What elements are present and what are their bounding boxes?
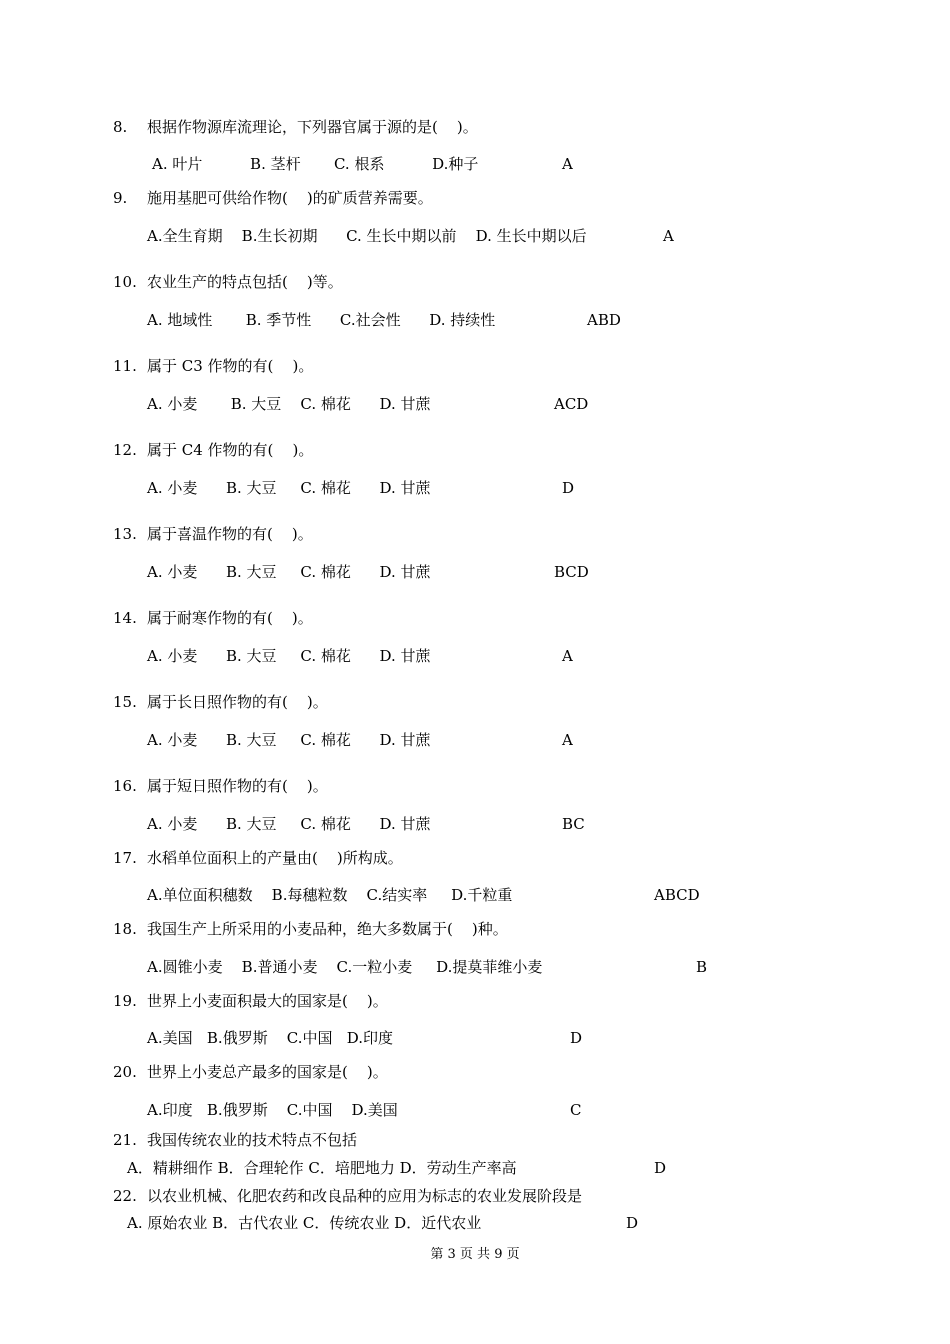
- question-answer: A: [562, 731, 573, 749]
- question-answer: A: [562, 155, 573, 173]
- question-options: A. 小麦 B. 大豆 C. 棉花 D. 甘蔗: [147, 479, 431, 497]
- question-answer: A: [663, 227, 674, 245]
- question-text: 属于 C3 作物的有( )。: [147, 357, 314, 375]
- question-answer: B: [696, 958, 708, 976]
- question-answer: D: [570, 1029, 583, 1047]
- question-answer: BCD: [554, 563, 589, 581]
- question-answer: D: [626, 1214, 639, 1232]
- question-text: 施用基肥可供给作物( )的矿质营养需要。: [147, 189, 433, 207]
- question-number: 22.: [113, 1187, 137, 1205]
- question-text: 属于喜温作物的有( )。: [147, 525, 313, 543]
- question-options: A. 小麦 B. 大豆 C. 棉花 D. 甘蔗: [147, 647, 431, 665]
- question-options: A.单位面积穗数 B.每穗粒数 C.结实率 D.千粒重: [147, 886, 513, 904]
- question-answer: D: [654, 1159, 667, 1177]
- question-options: A. 小麦 B. 大豆 C. 棉花 D. 甘蔗: [147, 563, 431, 581]
- question-number: 8.: [113, 118, 128, 136]
- question-options: A. 叶片 B. 茎杆 C. 根系 D.种子: [152, 155, 479, 173]
- question-number: 11.: [113, 357, 137, 375]
- question-answer: ABCD: [654, 886, 700, 904]
- question-options: A. 地域性 B. 季节性 C.社会性 D. 持续性: [147, 311, 496, 329]
- question-number: 14.: [113, 609, 137, 627]
- question-options: A. 原始农业 B．古代农业 C．传统农业 D．近代农业: [127, 1214, 482, 1232]
- question-number: 18.: [113, 920, 137, 938]
- question-answer: C: [570, 1101, 582, 1119]
- question-text: 属于长日照作物的有( )。: [147, 693, 328, 711]
- question-number: 9.: [113, 189, 128, 207]
- question-options: A. 小麦 B. 大豆 C. 棉花 D. 甘蔗: [147, 731, 431, 749]
- question-answer: ABD: [587, 311, 621, 329]
- question-answer: BC: [562, 815, 585, 833]
- question-number: 12.: [113, 441, 137, 459]
- question-text: 我国生产上所采用的小麦品种，绝大多数属于( )种。: [147, 920, 508, 938]
- question-options: A．精耕细作 B．合理轮作 C．培肥地力 D．劳动生产率高: [127, 1159, 517, 1177]
- question-options: A. 小麦 B. 大豆 C. 棉花 D. 甘蔗: [147, 815, 431, 833]
- question-number: 16.: [113, 777, 137, 795]
- question-number: 20.: [113, 1063, 137, 1081]
- question-text: 水稻单位面积上的产量由( )所构成。: [147, 849, 403, 867]
- page-footer: 第 3 页 共 9 页: [430, 1247, 520, 1262]
- question-text: 根据作物源库流理论，下列器官属于源的是( )。: [147, 118, 478, 136]
- question-options: A.美国 B.俄罗斯 C.中国 D.印度: [147, 1029, 394, 1047]
- question-text: 以农业机械、化肥农药和改良品种的应用为标志的农业发展阶段是: [147, 1187, 583, 1205]
- question-options: A. 小麦 B. 大豆 C. 棉花 D. 甘蔗: [147, 395, 431, 413]
- question-options: A.印度 B.俄罗斯 C.中国 D.美国: [147, 1101, 398, 1119]
- question-number: 13.: [113, 525, 137, 543]
- question-text: 属于短日照作物的有( )。: [147, 777, 328, 795]
- question-answer: ACD: [554, 395, 589, 413]
- question-number: 19.: [113, 992, 137, 1010]
- question-text: 属于 C4 作物的有( )。: [147, 441, 314, 459]
- question-options: A.全生育期 B.生长初期 C. 生长中期以前 D. 生长中期以后: [147, 227, 587, 245]
- question-text: 农业生产的特点包括( )等。: [147, 273, 343, 291]
- question-answer: A: [562, 647, 573, 665]
- question-text: 属于耐寒作物的有( )。: [147, 609, 313, 627]
- question-text: 世界上小麦总产最多的国家是( )。: [147, 1063, 388, 1081]
- question-options: A.圆锥小麦 B.普通小麦 C.一粒小麦 D.提莫菲维小麦: [147, 958, 543, 976]
- question-answer: D: [562, 479, 575, 497]
- question-text: 我国传统农业的技术特点不包括: [147, 1131, 358, 1149]
- question-text: 世界上小麦面积最大的国家是( )。: [147, 992, 388, 1010]
- question-number: 21.: [113, 1131, 137, 1149]
- question-number: 10.: [113, 273, 137, 291]
- question-number: 15.: [113, 693, 137, 711]
- question-number: 17.: [113, 849, 137, 867]
